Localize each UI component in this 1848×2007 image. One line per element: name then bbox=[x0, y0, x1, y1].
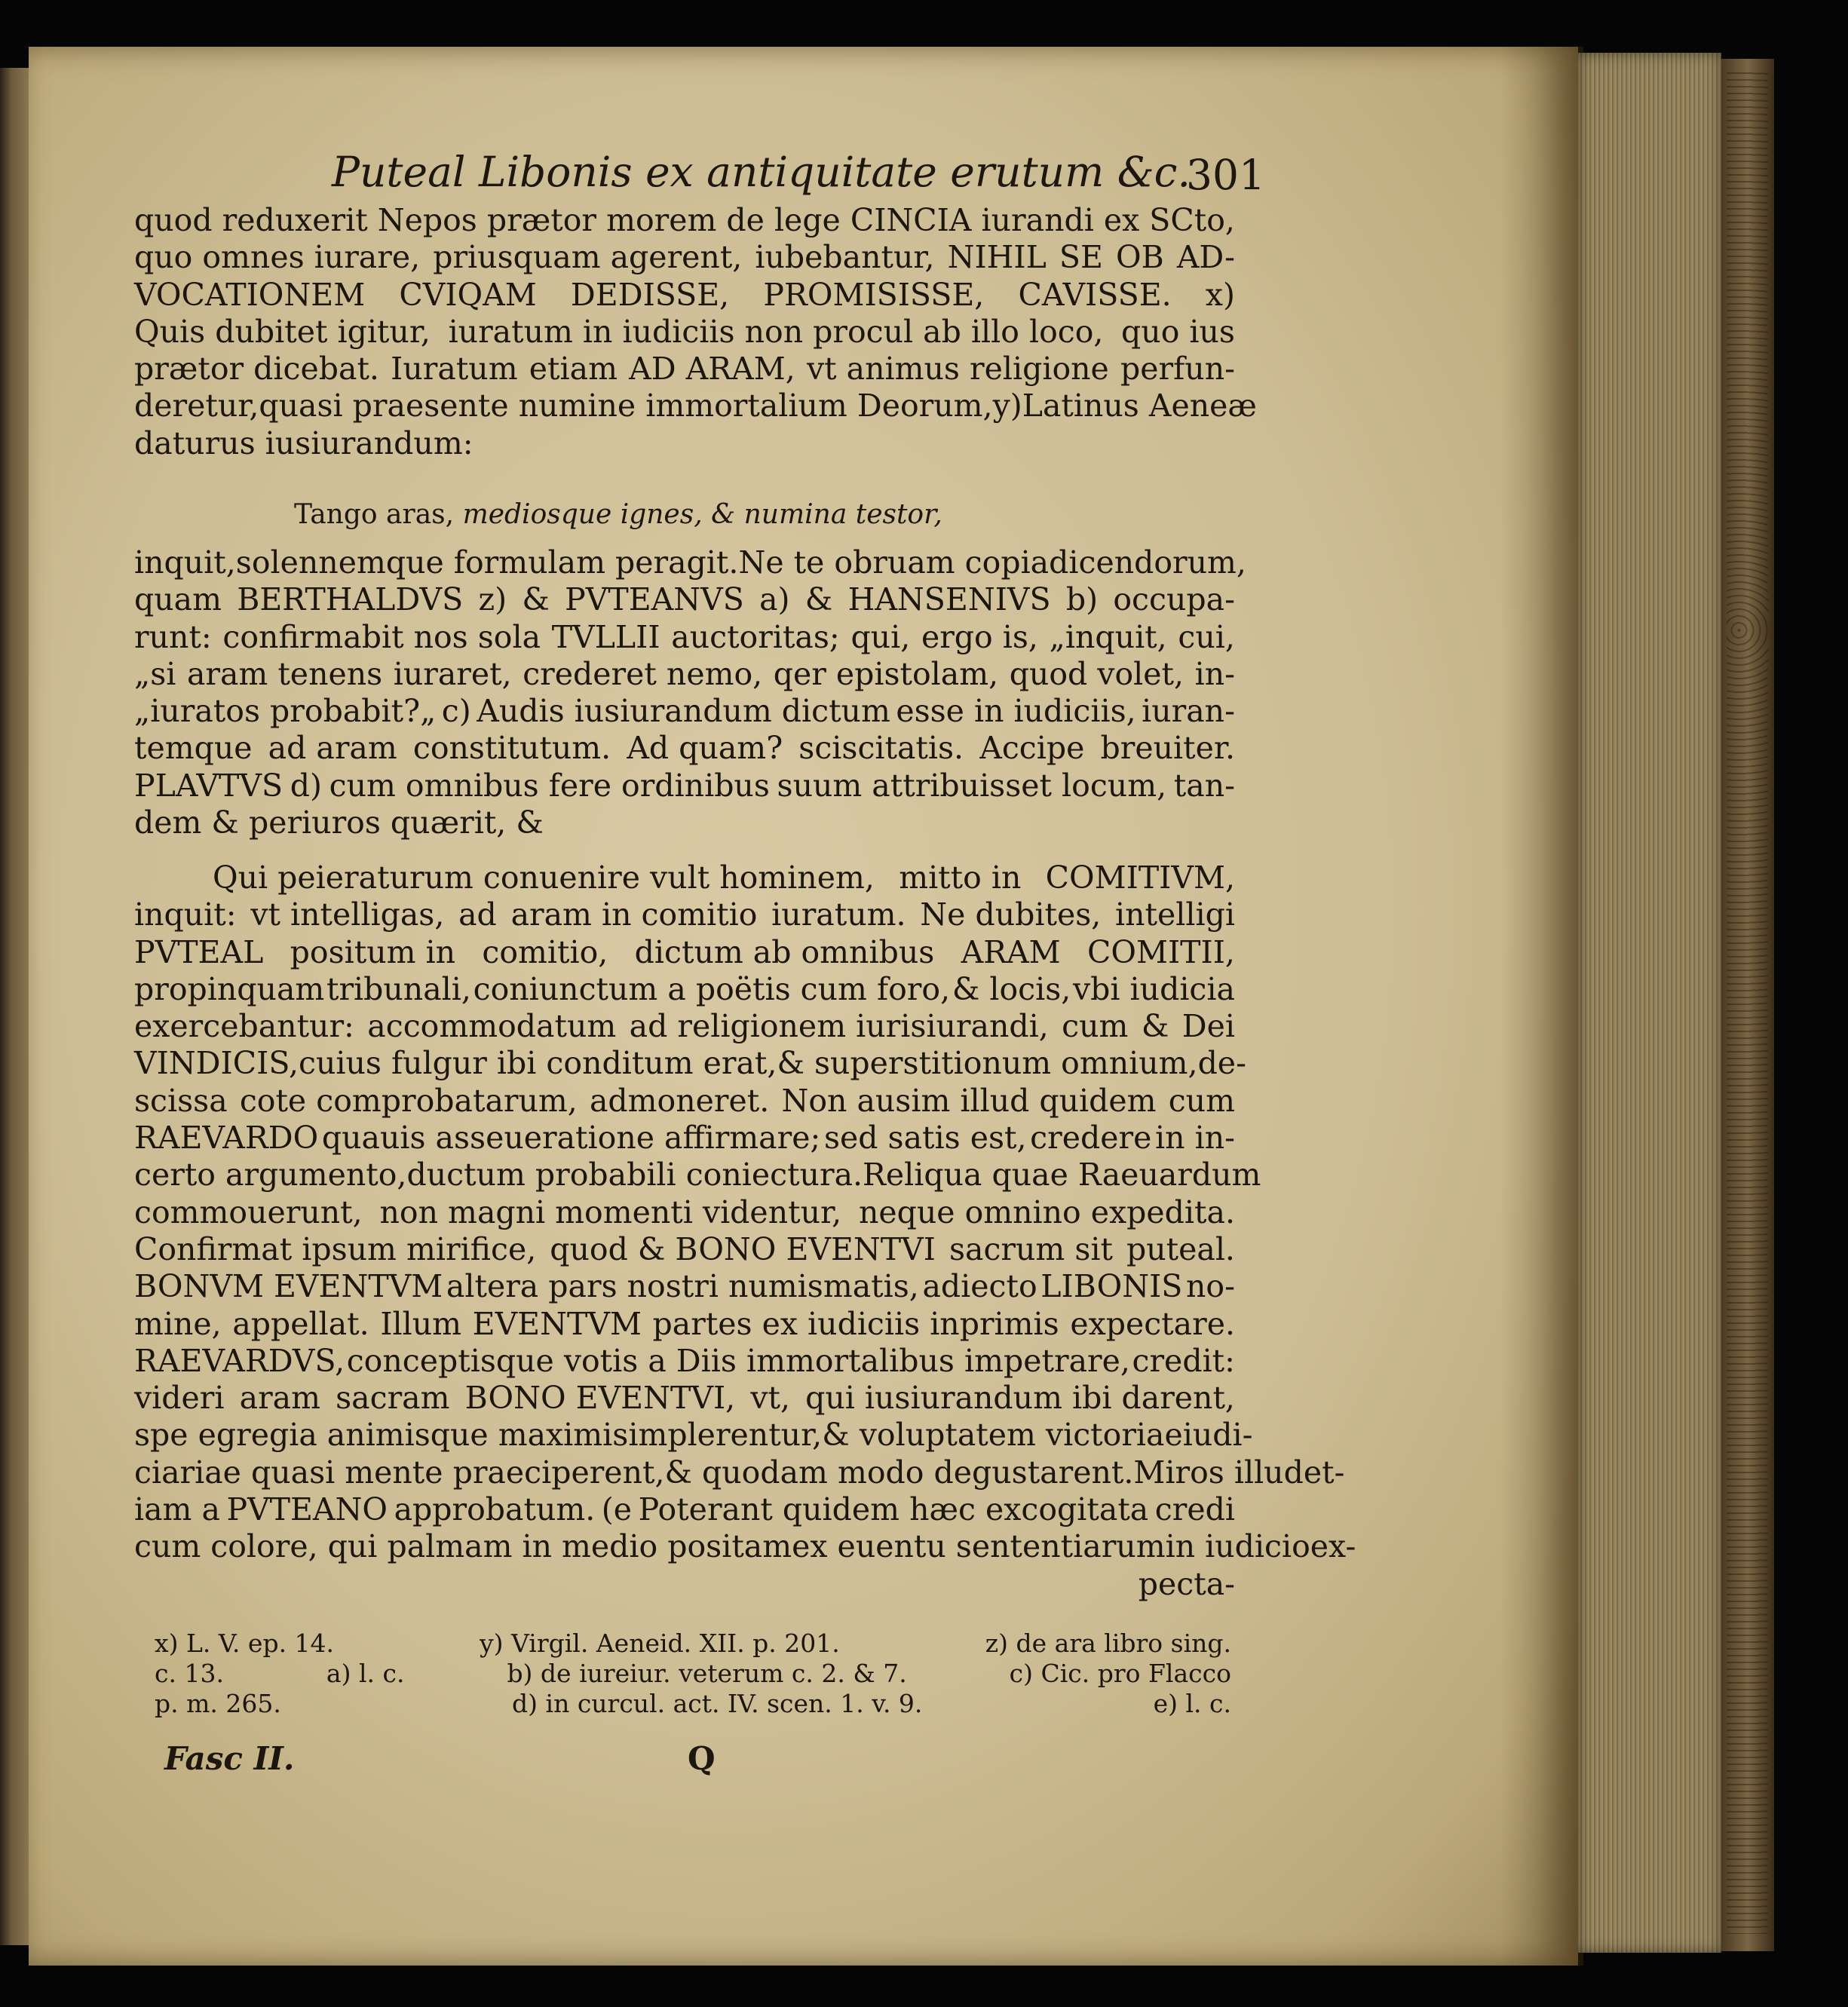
gutter-shadow bbox=[1500, 47, 1583, 1966]
text-segment: prætor dicebat. bbox=[134, 351, 379, 388]
text-line bbox=[134, 351, 1235, 388]
text-segment: conceptisque votis a Diis immortalibus impetrare, bbox=[346, 1342, 1130, 1379]
text-segment: no- bbox=[1186, 1268, 1235, 1305]
text-line bbox=[134, 1491, 1235, 1528]
text-segment: „inquit, bbox=[1049, 618, 1167, 655]
text-segment: a) l. c. bbox=[326, 1659, 405, 1688]
text-segment: altera pars nostri numismatis, bbox=[446, 1268, 919, 1305]
text-line bbox=[134, 656, 1235, 693]
text-segment: puteal. bbox=[1126, 1230, 1235, 1267]
text-line bbox=[134, 693, 1235, 730]
page-edges bbox=[1578, 53, 1721, 1953]
text-segment: & bbox=[1141, 1008, 1169, 1045]
text-segment: z) bbox=[478, 581, 507, 618]
text-segment: aram bbox=[239, 1380, 320, 1417]
text-segment: y) Virgil. Aeneid. XII. p. 201. bbox=[480, 1629, 840, 1658]
text-segment: AD- bbox=[1176, 239, 1235, 276]
text-segment: suum attribuisset locum, bbox=[777, 767, 1167, 804]
text-segment: dictum ab omnibus bbox=[634, 933, 935, 970]
text-line bbox=[134, 1454, 1345, 1491]
text-segment: ex euentu sententiarum bbox=[792, 1528, 1166, 1565]
text-segment: approbatum. bbox=[394, 1491, 596, 1528]
text-line bbox=[134, 581, 1235, 618]
text-segment: Nepos prætor bbox=[377, 202, 597, 238]
text-line bbox=[134, 388, 1257, 424]
text-segment: coniunctum a poëtis cum foro, bbox=[473, 970, 951, 1007]
text-segment: de- bbox=[1197, 1045, 1246, 1082]
text-segment: neque omnino expedita. bbox=[858, 1193, 1235, 1230]
text-segment: quo omnes iurare, bbox=[134, 239, 421, 276]
text-segment: Reliqua quae Raeuardum bbox=[863, 1157, 1261, 1193]
text-segment: BONO EVENTVI, bbox=[464, 1380, 736, 1417]
text-segment: CAVISSE. bbox=[1018, 276, 1172, 313]
text-segment: propinquam bbox=[134, 970, 325, 1007]
text-segment: Accipe bbox=[979, 730, 1085, 767]
text-segment: iuran- bbox=[1142, 693, 1235, 730]
signature-mark: Fasc II. bbox=[164, 1740, 295, 1777]
catchword: Q bbox=[688, 1740, 716, 1777]
text-segment: Confirmat ipsum mirifice, bbox=[134, 1230, 537, 1267]
text-segment: SE bbox=[1059, 239, 1103, 276]
text-line bbox=[134, 804, 1235, 841]
text-segment: c. 13. bbox=[155, 1659, 224, 1688]
page-number: 301 bbox=[1186, 151, 1265, 199]
text-line bbox=[134, 1045, 1246, 1082]
text-segment: expectare. bbox=[1070, 1305, 1235, 1342]
text-segment: commouerunt, bbox=[134, 1193, 363, 1230]
text-segment: ciariae quasi mente praeciperent, bbox=[134, 1454, 665, 1491]
text-segment: COMITII, bbox=[1087, 933, 1235, 970]
text-segment: ad religionem iurisiurandi, bbox=[629, 1008, 1049, 1045]
text-segment: implerentur, bbox=[628, 1417, 823, 1454]
text-segment: mine, bbox=[134, 1305, 222, 1342]
text-segment: accommodatum bbox=[367, 1008, 617, 1045]
text-segment: qer epistolam, bbox=[773, 655, 999, 692]
text-segment: Dei bbox=[1181, 1008, 1235, 1045]
text-segment: NIHIL bbox=[947, 239, 1047, 276]
text-segment: aram in comitio bbox=[510, 896, 758, 933]
text-line bbox=[155, 1689, 1231, 1719]
text-segment: DEDISSE, bbox=[570, 276, 730, 313]
text-segment: scissa bbox=[134, 1082, 228, 1119]
text-segment: quauis asseueratione affirmare; bbox=[321, 1120, 821, 1157]
text-segment: VINDICIS, bbox=[134, 1045, 299, 1082]
text-line bbox=[134, 425, 1235, 462]
text-segment: vbi iudicia bbox=[1073, 970, 1235, 1007]
text-segment: & locis, bbox=[952, 970, 1071, 1007]
text-segment: appellat. bbox=[232, 1305, 369, 1342]
text-segment: ad bbox=[458, 896, 497, 933]
text-line bbox=[134, 1194, 1235, 1231]
paragraph-top bbox=[134, 202, 1257, 462]
text-segment: priusquam agerent, bbox=[433, 239, 743, 276]
text-segment: in- bbox=[1194, 655, 1235, 692]
text-segment: RAEVARDO bbox=[134, 1120, 319, 1157]
text-segment: positum in bbox=[290, 933, 456, 970]
text-segment: vt, bbox=[750, 1380, 790, 1417]
text-segment: inquit: bbox=[134, 896, 237, 933]
text-segment: cui, bbox=[1178, 618, 1235, 655]
text-segment: Audis iusiurandum dictum bbox=[477, 693, 890, 730]
text-line bbox=[134, 544, 1246, 581]
text-segment: credit: bbox=[1132, 1342, 1235, 1379]
text-segment: b) bbox=[1065, 581, 1099, 618]
text-segment: dem & periuros quærit, & bbox=[134, 804, 544, 841]
text-segment: & bbox=[804, 581, 833, 618]
text-segment: & superstitionum omnium, bbox=[777, 1045, 1198, 1082]
text-segment: Iuratum bbox=[391, 351, 518, 388]
text-segment: quo ius bbox=[1121, 313, 1235, 350]
text-line bbox=[134, 1306, 1235, 1343]
text-segment: AD ARAM, bbox=[629, 351, 795, 388]
text-segment: solennemque formulam peragit. bbox=[235, 544, 739, 581]
text-line bbox=[134, 1157, 1261, 1193]
text-segment: mitto in bbox=[899, 859, 1022, 896]
text-segment: PVTEANO bbox=[226, 1491, 388, 1528]
text-segment: sacram bbox=[336, 1380, 450, 1417]
text-segment: aram tenens bbox=[186, 655, 383, 692]
text-segment: & quodam modo degustarent. bbox=[664, 1454, 1134, 1491]
text-segment: deretur, bbox=[134, 388, 259, 424]
text-segment: d) bbox=[290, 767, 322, 804]
text-segment: & bbox=[522, 581, 550, 618]
text-segment: confirmabit nos sola bbox=[222, 618, 541, 655]
text-segment: runt: bbox=[134, 618, 212, 655]
text-segment: comitio, bbox=[482, 933, 608, 970]
text-segment: auctoritas; bbox=[671, 618, 840, 655]
text-segment: Quis dubitet igitur, bbox=[134, 313, 431, 350]
text-segment: c) Cic. pro Flacco bbox=[1009, 1659, 1231, 1688]
text-segment: x) bbox=[1205, 276, 1235, 313]
text-segment: SCto, bbox=[1149, 202, 1235, 238]
text-segment: CINCIA bbox=[850, 202, 972, 238]
text-segment: OB bbox=[1116, 239, 1164, 276]
text-segment: quod reduxerit bbox=[134, 202, 368, 238]
text-segment: breuiter. bbox=[1100, 730, 1235, 767]
text-segment: quod & BONO EVENTVI bbox=[550, 1230, 936, 1267]
text-segment: „iuratos probabit?„ bbox=[134, 693, 437, 730]
text-segment: etiam bbox=[529, 351, 618, 388]
text-segment: cum bbox=[1062, 1008, 1129, 1045]
text-segment: Miros illud bbox=[1133, 1454, 1304, 1491]
text-line bbox=[134, 1008, 1235, 1045]
text-line bbox=[134, 934, 1235, 971]
text-segment: esse in iudiciis, bbox=[896, 693, 1136, 730]
text-segment: e) l. c. bbox=[1153, 1689, 1231, 1718]
text-segment: Ad quam? bbox=[627, 730, 783, 767]
text-segment: occupa- bbox=[1113, 581, 1235, 618]
text-segment: vt animus religione bbox=[807, 351, 1109, 388]
text-segment: BONVM EVENTVM bbox=[134, 1268, 443, 1305]
text-segment: (e bbox=[601, 1491, 633, 1528]
verse-quotation: Tango aras, mediosque ignes, & numina testor, bbox=[294, 499, 942, 530]
cover-texture bbox=[1727, 72, 1768, 1934]
text-segment: ex bbox=[1103, 202, 1140, 238]
text-segment: pecta- bbox=[1138, 1565, 1235, 1602]
text-line bbox=[134, 1083, 1235, 1120]
text-segment: LIBONIS bbox=[1040, 1268, 1183, 1305]
text-line bbox=[134, 1120, 1235, 1157]
text-segment: temque bbox=[134, 730, 253, 767]
text-segment: non magni momenti videntur, bbox=[379, 1193, 842, 1230]
text-line bbox=[134, 277, 1235, 314]
text-segment: credi bbox=[1154, 1491, 1235, 1528]
text-segment: a) bbox=[759, 581, 790, 618]
text-segment: admoneret. bbox=[589, 1082, 770, 1119]
text-segment: Illum bbox=[380, 1305, 462, 1342]
text-line bbox=[155, 1629, 1231, 1659]
text-segment: cum omnibus fere ordinibus bbox=[329, 767, 770, 804]
text-segment: morem de lege bbox=[606, 202, 841, 238]
text-segment: ARAM bbox=[961, 933, 1061, 970]
text-segment: tribunali, bbox=[326, 970, 471, 1007]
footnotes bbox=[155, 1629, 1231, 1719]
text-segment: c) bbox=[441, 693, 471, 730]
text-segment: cum bbox=[1168, 1082, 1235, 1119]
text-line bbox=[134, 202, 1235, 239]
text-line bbox=[134, 1528, 1356, 1565]
text-line bbox=[134, 619, 1235, 656]
text-segment: HANSENIVS bbox=[847, 581, 1051, 618]
text-segment: d) in curcul. act. IV. scen. 1. v. 9. bbox=[512, 1689, 923, 1718]
text-segment: iuratum in iudiciis non procul ab illo loco, bbox=[448, 313, 1104, 350]
text-segment: vt intelligas, bbox=[250, 896, 445, 933]
text-segment: ergo is, bbox=[921, 618, 1038, 655]
text-segment: certo argumento, bbox=[134, 1157, 407, 1193]
text-line bbox=[134, 896, 1235, 933]
text-segment: quasi praesente numine immortalium Deorum, bbox=[259, 388, 993, 424]
text-segment: Latinus Aeneæ bbox=[1022, 388, 1257, 424]
text-segment: et- bbox=[1303, 1454, 1345, 1491]
text-segment: qui iusiurandum ibi darent, bbox=[805, 1380, 1235, 1417]
text-segment: EVENTVM bbox=[472, 1305, 642, 1342]
text-line bbox=[134, 859, 1235, 896]
text-segment: Poterant quidem hæc excogitata bbox=[638, 1491, 1149, 1528]
text-segment: in iudicio bbox=[1165, 1528, 1310, 1565]
text-segment: PVTEAL bbox=[134, 933, 264, 970]
text-segment: & voluptatem victoriae bbox=[822, 1417, 1183, 1454]
text-line bbox=[134, 971, 1235, 1008]
text-segment: „si bbox=[134, 655, 176, 692]
text-segment: p. m. 265. bbox=[155, 1689, 281, 1718]
text-segment: crederet nemo, bbox=[523, 655, 763, 692]
text-segment: qui, bbox=[850, 618, 911, 655]
text-line bbox=[134, 1268, 1235, 1305]
text-segment: inquit, bbox=[134, 544, 236, 581]
paragraph-bottom bbox=[134, 859, 1356, 1603]
text-segment: RAEVARDVS, bbox=[134, 1342, 345, 1379]
text-segment: Ne dubites, bbox=[920, 896, 1102, 933]
text-segment: Qui peieraturum conuenire vult hominem, bbox=[213, 859, 875, 896]
running-head: Puteal Libonis ex antiquitate erutum &c. bbox=[332, 148, 1191, 196]
text-segment: iuratum. bbox=[771, 896, 906, 933]
text-segment: dicendorum, bbox=[1049, 544, 1246, 581]
text-segment: cum colore, qui palmam in medio positam bbox=[134, 1528, 792, 1565]
text-segment: cote comprobatarum, bbox=[239, 1082, 578, 1119]
text-segment: b) de iureiur. veterum c. 2. & 7. bbox=[507, 1659, 907, 1688]
text-segment: ad aram bbox=[268, 730, 397, 767]
text-segment: VOCATIONEM bbox=[134, 276, 366, 313]
text-segment: PVTEANVS bbox=[565, 581, 744, 618]
text-line bbox=[134, 314, 1235, 351]
text-segment: iuraret, bbox=[393, 655, 512, 692]
text-line bbox=[134, 1231, 1235, 1268]
text-segment: spe egregia animisque maximis bbox=[134, 1417, 629, 1454]
text-segment: TVLLII bbox=[551, 618, 660, 655]
text-segment: cuius fulgur ibi conditum erat, bbox=[298, 1045, 777, 1082]
text-segment: sacrum sit bbox=[949, 1230, 1113, 1267]
text-segment: BERTHALDVS bbox=[237, 581, 464, 618]
text-line bbox=[134, 1343, 1235, 1380]
text-segment: PLAVTVS bbox=[134, 767, 283, 804]
text-segment: iudi- bbox=[1182, 1417, 1253, 1454]
text-segment: sciscitatis. bbox=[798, 730, 964, 767]
text-segment: partes ex iudiciis inprimis bbox=[652, 1305, 1059, 1342]
text-segment: PROMISISSE, bbox=[763, 276, 985, 313]
text-segment: exercebantur: bbox=[134, 1008, 354, 1045]
text-segment: constitutum. bbox=[412, 730, 611, 767]
text-segment: Non ausim illud quidem bbox=[781, 1082, 1157, 1119]
text-segment: iam a bbox=[134, 1491, 220, 1528]
text-segment: credere bbox=[1030, 1120, 1152, 1157]
text-segment: ex- bbox=[1310, 1528, 1356, 1565]
text-segment: Ne te obruam copia bbox=[738, 544, 1050, 581]
text-line bbox=[134, 239, 1235, 276]
text-segment: adiecto bbox=[922, 1268, 1037, 1305]
text-line bbox=[134, 730, 1235, 767]
text-segment: sed satis est, bbox=[823, 1120, 1027, 1157]
text-segment: quam bbox=[134, 581, 222, 618]
text-segment: CVIQAM bbox=[399, 276, 537, 313]
text-segment: perfun- bbox=[1120, 351, 1235, 388]
text-segment: iurandi bbox=[981, 202, 1094, 238]
text-segment: tan- bbox=[1173, 767, 1235, 804]
paragraph-middle bbox=[134, 544, 1246, 841]
text-segment: z) de ara libro sing. bbox=[985, 1629, 1231, 1658]
text-line bbox=[155, 1659, 1231, 1689]
text-segment: iubebantur, bbox=[755, 239, 935, 276]
book-left-edge bbox=[0, 68, 29, 1945]
text-segment: videri bbox=[134, 1380, 225, 1417]
text-line bbox=[134, 768, 1235, 804]
text-line bbox=[134, 1380, 1235, 1417]
text-segment: COMITIVM, bbox=[1045, 859, 1235, 896]
text-segment: quod volet, bbox=[1009, 655, 1184, 692]
text-segment: daturus iusiurandum: bbox=[134, 424, 473, 461]
text-segment: in in- bbox=[1155, 1120, 1235, 1157]
text-segment: x) L. V. ep. 14. bbox=[155, 1629, 335, 1658]
text-segment: intelligi bbox=[1115, 896, 1235, 933]
text-segment: ductum probabili coniectura. bbox=[406, 1157, 863, 1193]
text-line bbox=[134, 1417, 1253, 1454]
text-line bbox=[134, 1566, 1235, 1603]
text-segment: y) bbox=[992, 388, 1022, 424]
